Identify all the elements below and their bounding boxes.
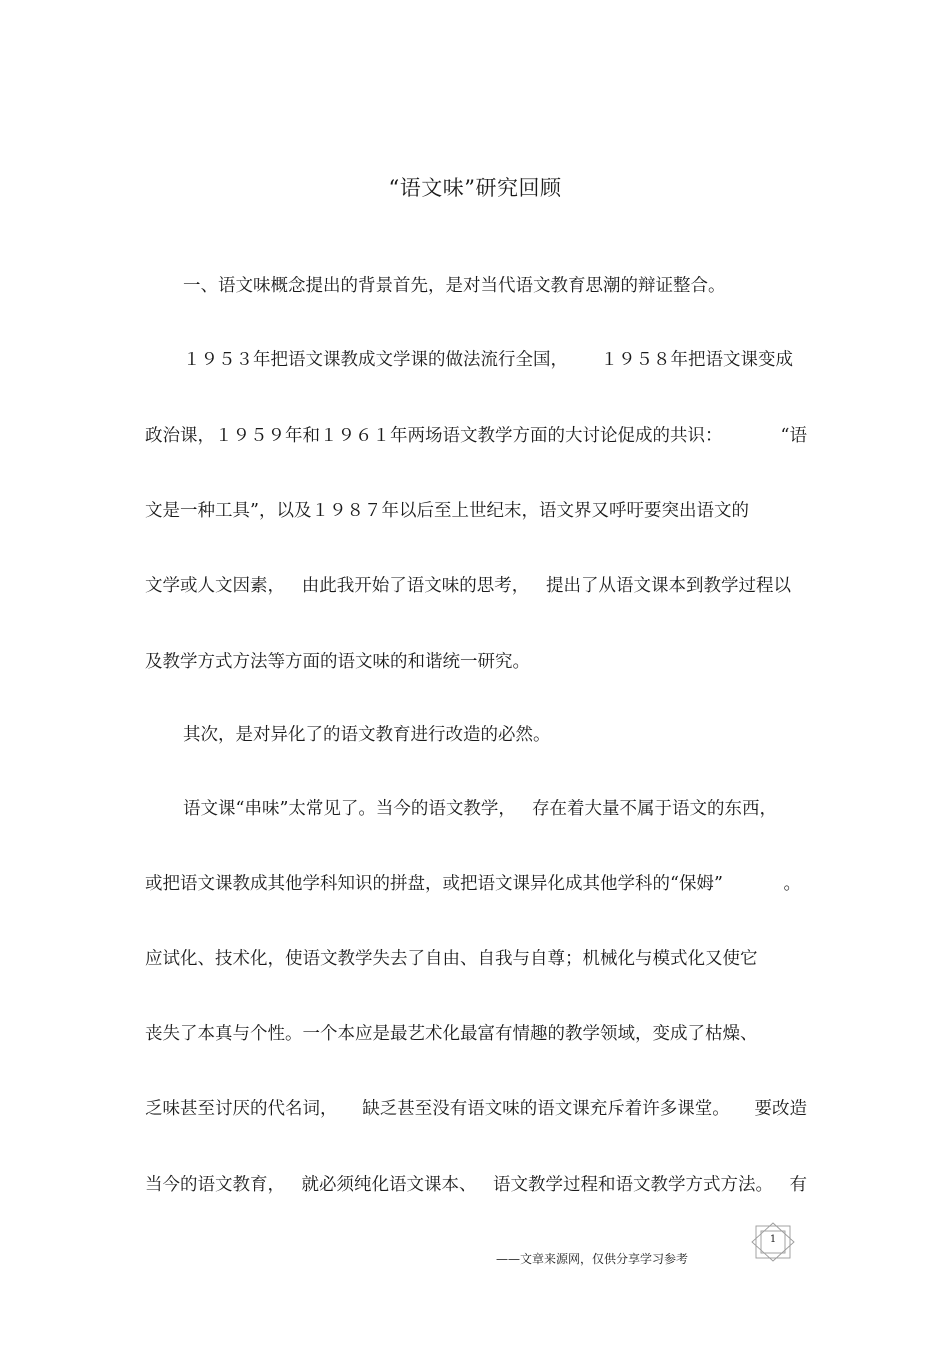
text-line: [145, 947, 807, 971]
text-line: [145, 872, 807, 896]
page-title: “语文味”研究回顾: [388, 176, 562, 200]
text-segment: 乏味甚至讨厌的代名词，: [145, 1099, 338, 1119]
text-line: [145, 499, 807, 523]
text-segment: 一、语文味概念提出的背景首先，是对当代语文教育思潮的辩证整合。: [183, 276, 726, 296]
page-number: 1: [769, 1234, 777, 1245]
text-segment: 就必须纯化语文课本、: [301, 1175, 477, 1195]
text-segment: 当今的语文教育，: [145, 1175, 285, 1195]
text-line: [145, 650, 807, 674]
text-line: [145, 1022, 807, 1046]
text-segment: 语文教学过程和语文教学方式方法。: [493, 1175, 773, 1195]
text-segment: 由此我开始了语文味的思考，: [301, 576, 530, 596]
text-segment: “语: [780, 426, 807, 446]
text-segment: 有: [789, 1175, 807, 1195]
text-segment: 要改造: [754, 1099, 807, 1119]
text-segment: 应试化、技术化，使语文教学失去了自由、自我与自尊；机械化与模式化又使它: [145, 949, 758, 969]
text-segment: 文学或人文因素，: [145, 576, 285, 596]
text-line: [183, 348, 807, 372]
text-line: [145, 1173, 807, 1197]
text-segment: 其次，是对异化了的语文教育进行改造的必然。: [183, 725, 551, 745]
text-segment: 。: [783, 874, 801, 894]
text-line: [183, 723, 807, 747]
text-segment: 提出了从语文课本到教学过程以: [546, 576, 791, 596]
text-segment: 政治课，１９５９年和１９６１年两场语文教学方面的大讨论促成的共识：: [145, 426, 723, 446]
text-line: [145, 574, 807, 598]
footer-source-note: ——文章来源网，仅供分享学习参考: [496, 1252, 689, 1266]
text-segment: 或把语文课教成其他学科知识的拼盘，或把语文课异化成其他学科的“保姆”: [145, 874, 723, 894]
text-segment: 丧失了本真与个性。一个本应是最艺术化最富有情趣的教学领域，变成了枯燥、: [145, 1024, 758, 1044]
text-segment: 语文课“串味”太常见了。当今的语文教学，: [183, 799, 516, 819]
text-line: [183, 797, 807, 821]
text-segment: 文是一种工具”，以及１９８７年以后至上世纪末，语文界又呼吁要突出语文的: [145, 501, 749, 521]
text-segment: １９５３年把语文课教成文学课的做法流行全国，: [183, 350, 568, 370]
text-line: [183, 274, 807, 298]
text-line: [145, 424, 807, 448]
text-line: [145, 1097, 807, 1121]
text-segment: 缺乏甚至没有语文味的语文课充斥着许多课堂。: [362, 1099, 730, 1119]
text-segment: １９５８年把语文课变成: [600, 350, 793, 370]
text-segment: 及教学方式方法等方面的语文味的和谐统一研究。: [145, 652, 530, 672]
text-segment: 存在着大量不属于语文的东西，: [532, 799, 777, 819]
